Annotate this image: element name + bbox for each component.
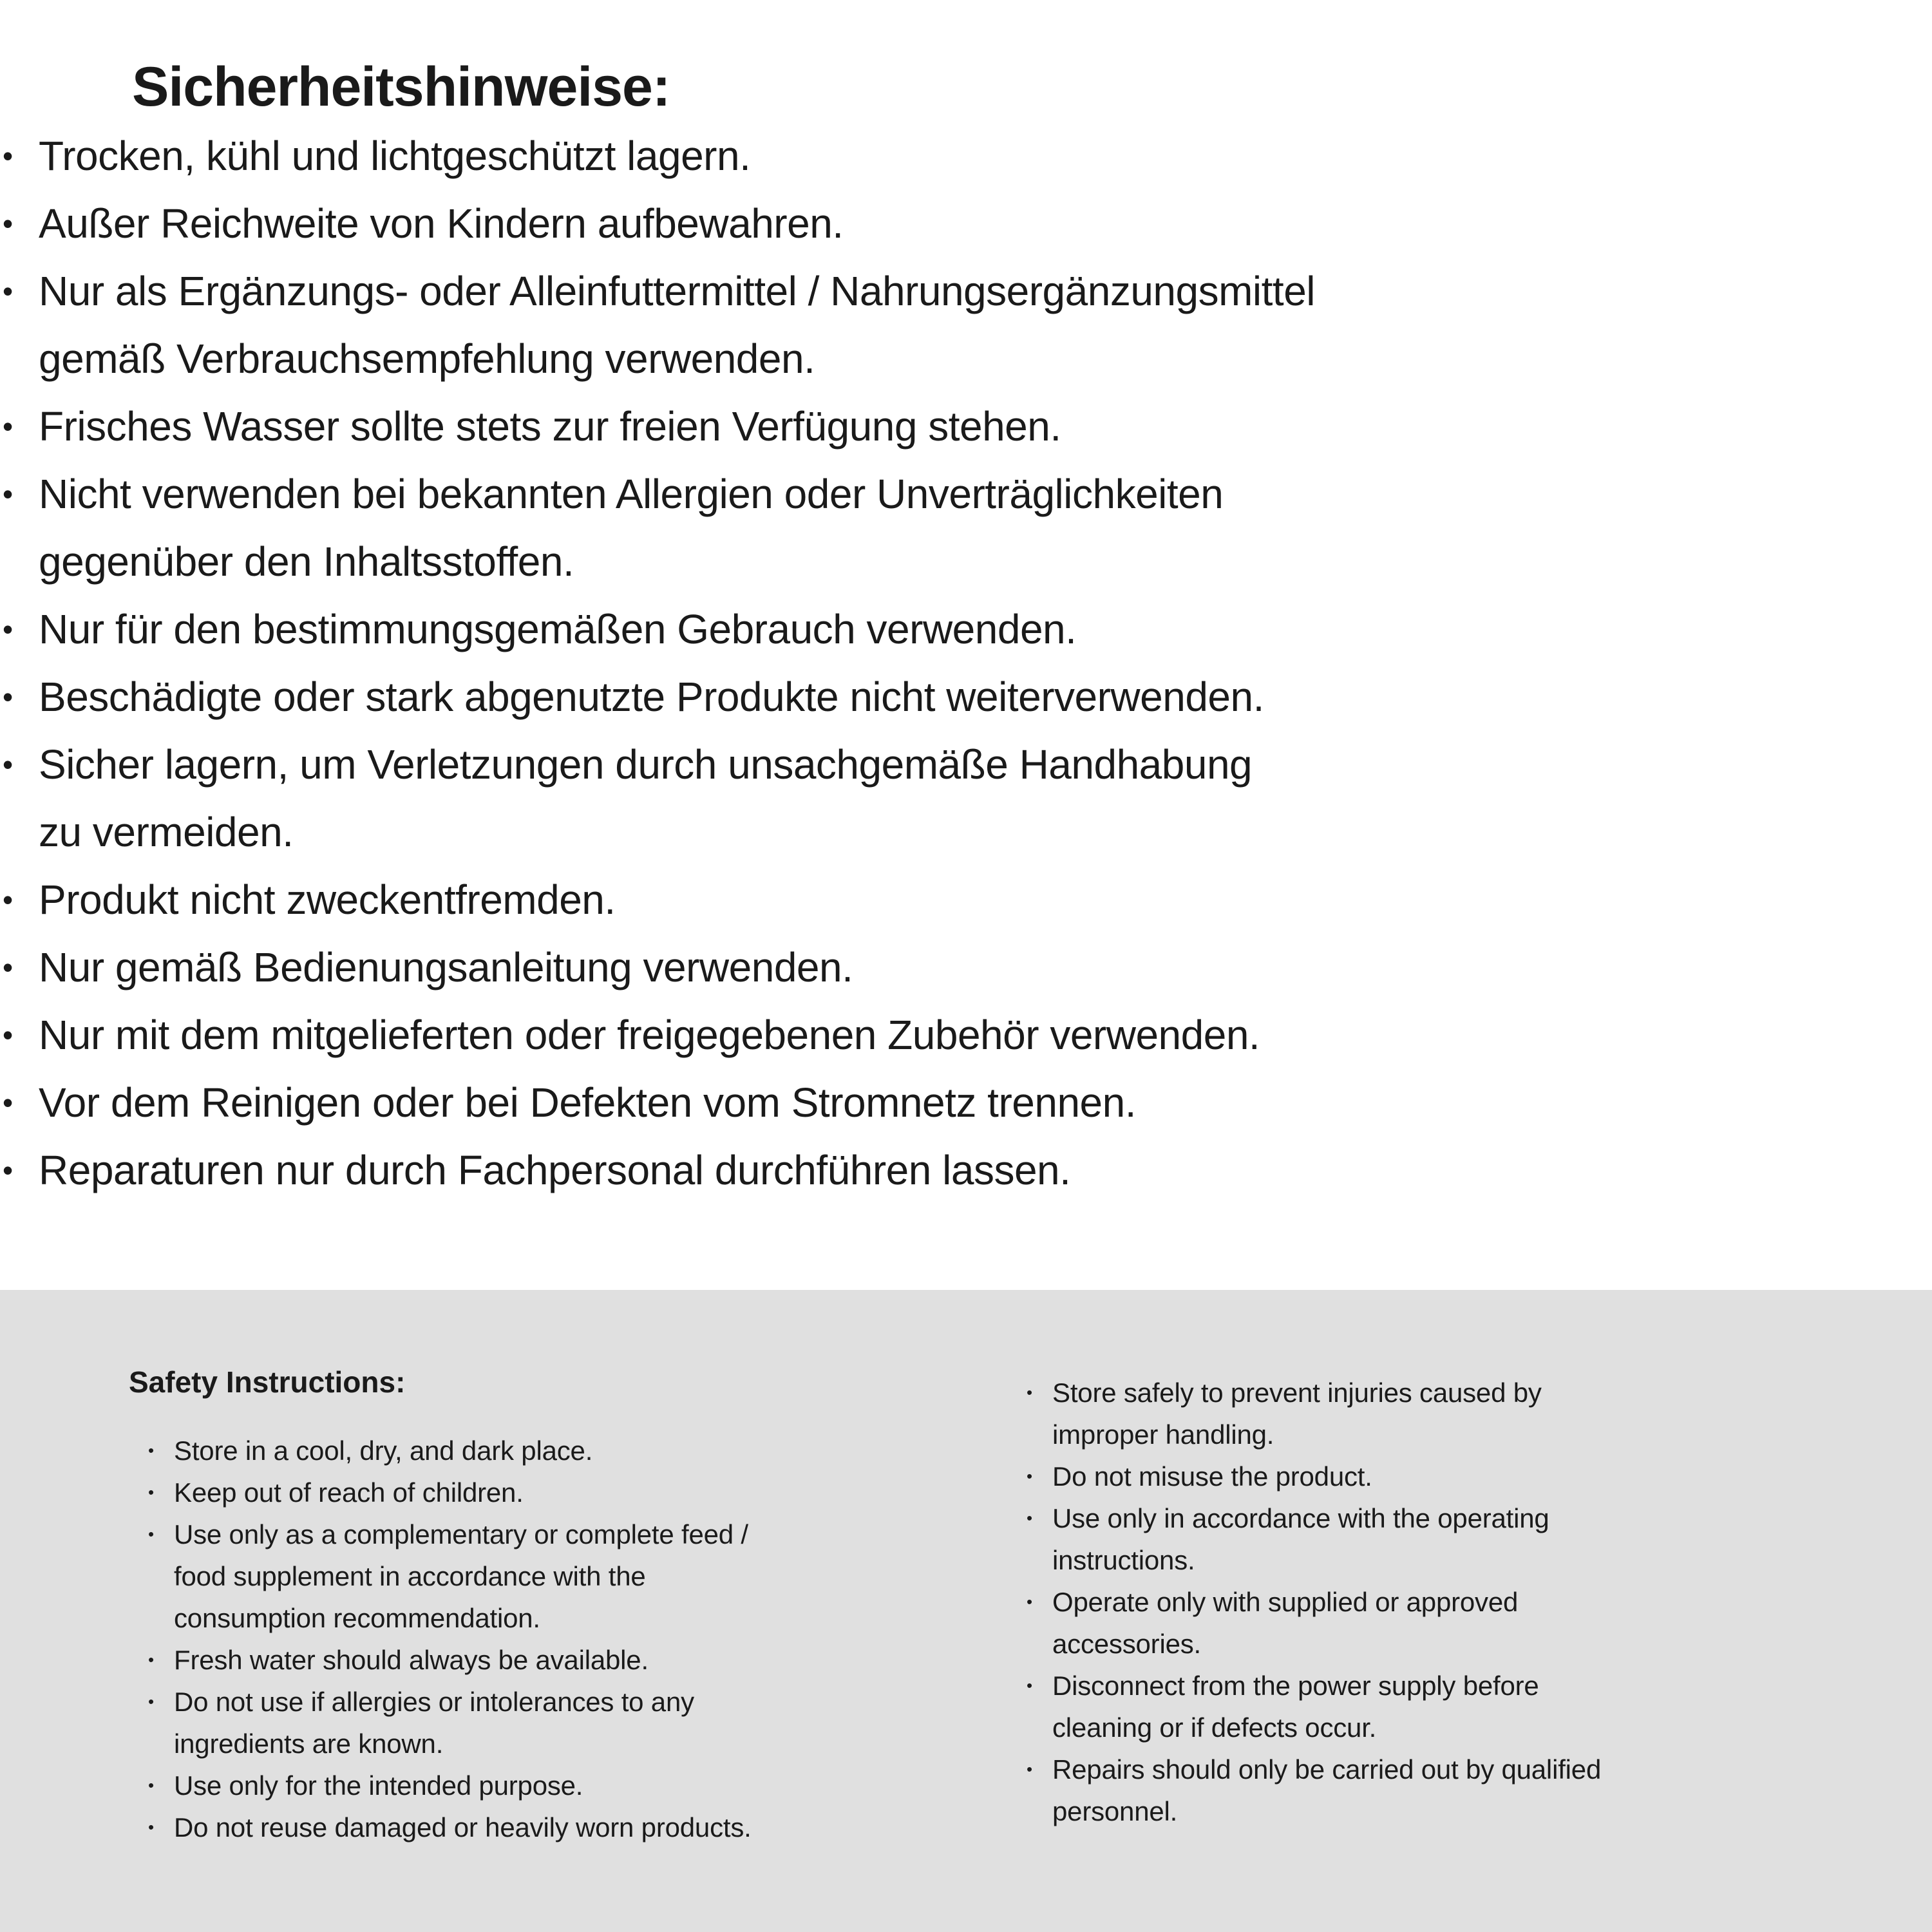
- list-item-line: personnel.: [1052, 1796, 1178, 1826]
- german-safety-list: [0, 122, 1707, 1204]
- list-item-line: • Vor dem Reinigen oder bei Defekten vom Stromnetz trennen.: [39, 1079, 1136, 1126]
- list-item-line: • Beschädigte oder stark abgenutzte Produkte nicht weiterverwenden.: [39, 674, 1264, 720]
- list-item-line: • Nicht verwenden bei bekannten Allergien oder Unverträglichkeiten: [39, 471, 1224, 517]
- list-item: [1025, 1372, 1901, 1455]
- list-item-line: • Use only as a complementary or complete feed /: [174, 1519, 748, 1549]
- list-item: [147, 1513, 1024, 1639]
- list-item-line: • Nur mit dem mitgelieferten oder freigegebenen Zubehör verwenden.: [39, 1012, 1260, 1058]
- list-item-line: • Use only in accordance with the operating: [1052, 1503, 1549, 1533]
- list-item: [0, 190, 1707, 258]
- list-item-line: • Nur als Ergänzungs- oder Alleinfuttermittel / Nahrungsergänzungsmittel: [39, 268, 1315, 314]
- english-section: [0, 1290, 1932, 1932]
- list-item: [147, 1430, 1024, 1472]
- list-item-line: improper handling.: [1052, 1419, 1274, 1450]
- list-item: [0, 731, 1707, 866]
- list-item: [0, 1137, 1707, 1204]
- list-item-line: • Operate only with supplied or approved: [1052, 1587, 1519, 1617]
- list-item-line: • Keep out of reach of children.: [174, 1477, 524, 1508]
- list-item: [0, 122, 1707, 190]
- list-item-line: accessories.: [1052, 1629, 1202, 1659]
- list-item-line: zu vermeiden.: [39, 809, 294, 855]
- list-item-line: gegenüber den Inhaltsstoffen.: [39, 538, 574, 585]
- list-item: [1025, 1497, 1901, 1581]
- list-item: [0, 460, 1707, 596]
- list-item: [147, 1806, 1024, 1848]
- list-item-line: gemäß Verbrauchsempfehlung verwenden.: [39, 336, 815, 382]
- list-item-line: • Do not misuse the product.: [1052, 1461, 1372, 1492]
- list-item-line: • Disconnect from the power supply before: [1052, 1671, 1539, 1701]
- english-safety-list-right: [1025, 1372, 1901, 1832]
- list-item: [1025, 1748, 1901, 1832]
- english-right-column: [1025, 1372, 1901, 1832]
- list-item-line: • Trocken, kühl und lichtgeschützt lagern.: [39, 133, 751, 179]
- list-item: [0, 866, 1707, 934]
- list-item: [1025, 1455, 1901, 1497]
- list-item-line: • Use only for the intended purpose.: [174, 1770, 583, 1801]
- list-item-line: ingredients are known.: [174, 1728, 444, 1759]
- list-item-line: food supplement in accordance with the: [174, 1561, 646, 1591]
- list-item: [0, 393, 1707, 460]
- list-item: [147, 1681, 1024, 1765]
- safety-heading-de: Sicherheitshinweise:: [132, 56, 670, 118]
- list-item: [1025, 1665, 1901, 1748]
- list-item: [0, 258, 1707, 393]
- english-left-column: [129, 1362, 1024, 1848]
- list-item-line: • Nur für den bestimmungsgemäßen Gebrauch verwenden.: [39, 606, 1077, 652]
- list-item: [0, 1001, 1707, 1069]
- list-item-line: cleaning or if defects occur.: [1052, 1712, 1377, 1743]
- list-item-line: • Frisches Wasser sollte stets zur freien Verfügung stehen.: [39, 403, 1061, 450]
- list-item-line: • Sicher lagern, um Verletzungen durch unsachgemäße Handhabung: [39, 741, 1253, 788]
- list-item: [0, 596, 1707, 663]
- list-item-line: • Store safely to prevent injuries caused by: [1052, 1378, 1542, 1408]
- list-item-line: instructions.: [1052, 1545, 1195, 1575]
- list-item-line: • Reparaturen nur durch Fachpersonal durchführen lassen.: [39, 1147, 1071, 1193]
- list-item-line: • Fresh water should always be available.: [174, 1645, 649, 1675]
- list-item: [0, 1069, 1707, 1137]
- list-item: [147, 1639, 1024, 1681]
- list-item-line: • Außer Reichweite von Kindern aufbewahren.: [39, 200, 844, 247]
- list-item: [1025, 1581, 1901, 1665]
- list-item-line: • Repairs should only be carried out by qualified: [1052, 1754, 1602, 1785]
- list-item: [0, 934, 1707, 1001]
- list-item-line: • Do not reuse damaged or heavily worn products.: [174, 1812, 752, 1842]
- list-item: [0, 663, 1707, 731]
- list-item: [147, 1765, 1024, 1806]
- english-safety-list-left: [147, 1430, 1024, 1848]
- list-item-line: • Store in a cool, dry, and dark place.: [174, 1435, 593, 1466]
- list-item-line: • Produkt nicht zweckentfremden.: [39, 876, 616, 923]
- list-item-line: • Nur gemäß Bedienungsanleitung verwenden.: [39, 944, 853, 990]
- list-item-line: • Do not use if allergies or intolerances to any: [174, 1687, 694, 1717]
- safety-heading-en: Safety Instructions:: [129, 1365, 406, 1399]
- list-item-line: consumption recommendation.: [174, 1603, 540, 1633]
- list-item: [147, 1472, 1024, 1513]
